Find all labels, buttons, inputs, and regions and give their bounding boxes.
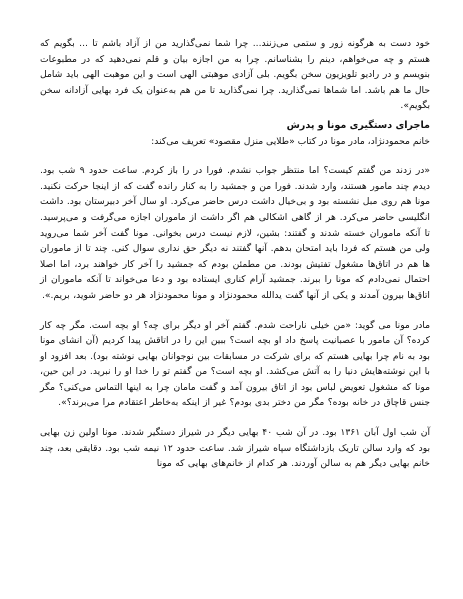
paragraph-2: «در زدند من گفتم کیست؟ اما منتظر جواب نشدم. فورا در را باز کردم. ساعت حدود ۹ شب بود. دیدم چند مامور هستند، وارد شدند. فورا من و جمشید را به کنار رانده گفت که از اینجا حرکت نکنید. مونا هم روی مبل نشسته بود و بی‌خیال داشت درس حاضر می‌کرد. او سال آخر دبیرستان بود. داشت انگلیسی حاضر می‌کرد. هر از گاهی اشکالی هم اگر داشت از ماموران اجازه می‌گرفت و می‌پرسید. تا آنکه ماموران خسته شدند و گفتند: بشین، لازم نیست درس بخوانی. مونا گفت آخر شما می‌روید ولی من هستم که فردا باید امتحان بدهم. آنها گفتند نه دیگر حق نداری سوال کنی. چند تا از ماموران ها هم در اتاق‌ها مشغول تفتیش بودند. من مطمئن بودم که جمشید را آخر کار خواهند برد، اما اصلا احتمال نمی‌دادم که مونا را ببرند. جمشید آرام کناری ایستاده بود و دعا می‌خواند تا آنکه ماموران از اتاق‌ها بیرون آمدند و یکی از آنها گفت یدالله محمودنژاد و مونا محمودنژاد هر دو حاضر شوید، بریم.».	[40, 165, 430, 301]
paragraph-gap	[40, 411, 430, 425]
section-heading: ماجرای دستگیری مونا و پدرش	[286, 119, 430, 131]
document-page	[40, 36, 430, 472]
paragraph-gap	[40, 149, 430, 163]
section-subline: خانم محمودنژاد، مادر مونا در کتاب «طلایی منزل مقصود» تعریف می‌کند:	[151, 135, 430, 147]
paragraph-1: خود دست به هرگونه زور و ستمی می‌زنند... چرا شما نمی‌گذارید من از آزاد باشم تا ... بگویم که هستم و چه می‌خواهم، دینم را بشناسانم. چرا به من اجازه بیان و قلم نمی‌دهید که در مطبوعات بنویسم و در رادیو تلویزیون سخن بگویم. بلی آزادی موهبتی الهی است و این موهبت الهی باید شامل حال ما هم باشد. اما شماها نمی‌گذارید. چرا نمی‌گذارید تا من هم به‌عنوان یک فرد بهایی آزادانه سخن بگویم».	[40, 38, 430, 112]
paragraph-gap	[40, 304, 430, 318]
paragraph-3: مادر مونا می گوید: «من خیلی ناراحت شدم. گفتم آخر او دیگر برای چه؟ او بچه است. مگر چه کار کرده؟ آن مامور با عصبانیت پاسخ داد او بچه است؟ ببین این را در اتاقش پیدا کردیم (آن انشای مونا بود به نام چرا بهایی هستم که برای شرکت در مسابقات بین نوجوانان بهایی نوشته بود). بعد افزود او با این نوشته‌هایش دنیا را به آتش می‌کشد. او بچه است؟ من گفتم تو را خدا او را نبرید. در این حین، مونا که مشغول تعویض لباس بود از اتاق بیرون آمد و گفت مامان چرا به اینها التماس می‌کنی؟ مگر جنس قاچاق در خانه بوده؟ مگر من دختر بدی بودم؟ غیر از اینکه به‌خاطر اعتقادم مرا می‌برند؟».	[40, 319, 430, 409]
paragraph-4: آن شب اول آبان ۱۳۶۱ بود. در آن شب ۴۰ بهایی دیگر در شیراز دستگیر شدند. مونا اولین زن بهایی بود که وارد سالن تاریک بازداشتگاه سپاه شیراز شد. ساعت حدود ۱۲ نیمه شب بود. دقایقی بعد، چند خانم بهایی دیگر هم به سالن آوردند. هر کدام از خانم‌های بهایی که مونا	[40, 427, 430, 470]
